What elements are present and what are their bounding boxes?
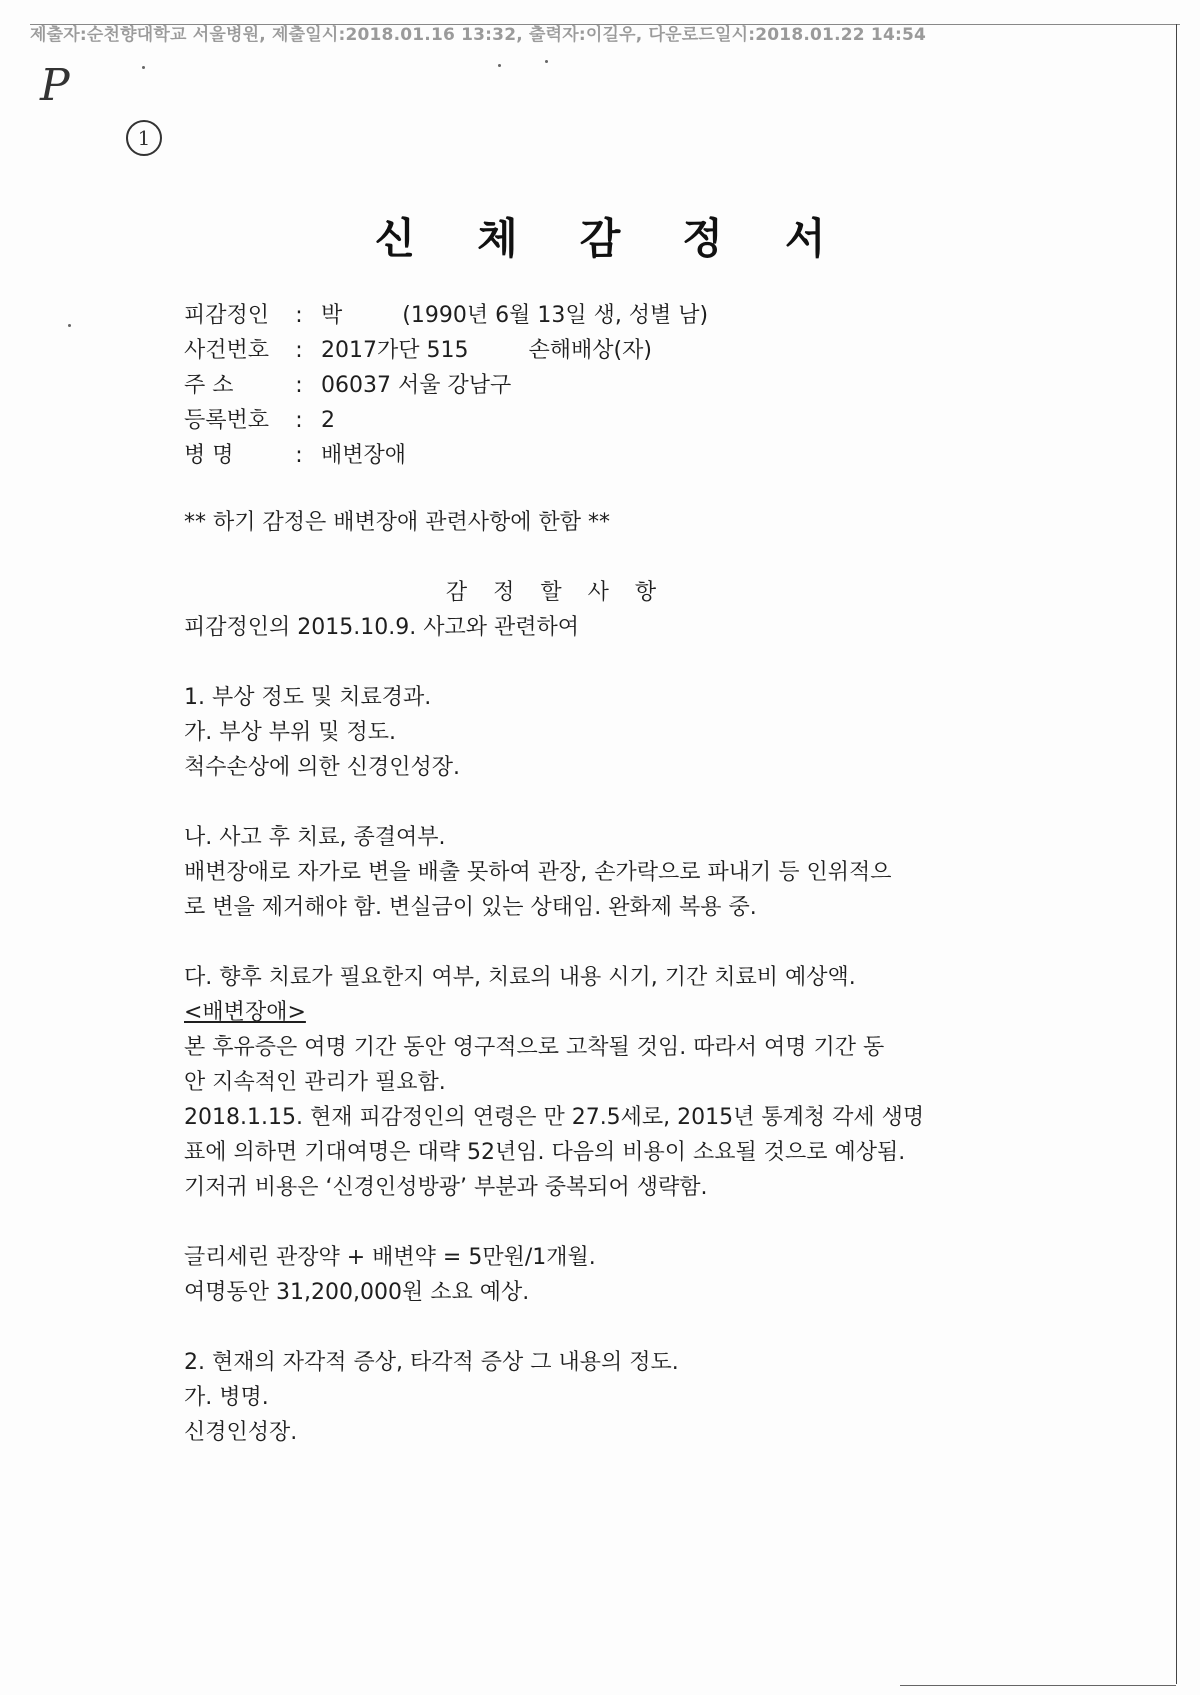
- section-1-title: 1. 부상 정도 및 치료경과.: [184, 685, 432, 710]
- intro-line: 피감정인의 2015.10.9. 사고와 관련하여: [184, 615, 579, 640]
- section-1c-text: 표에 의하면 기대여명은 대략 52년임. 다음의 비용이 소요될 것으로 예상됨.: [184, 1140, 906, 1165]
- report-body: [184, 505, 1014, 1450]
- info-colon: :: [295, 443, 303, 468]
- section-1c-title: 다. 향후 치료가 필요한지 여부, 치료의 내용 시기, 기간 치료비 예상액.: [184, 965, 856, 990]
- section-1c-text: 2018.1.15. 현재 피감정인의 연령은 만 27.5세로, 2015년 통계청 각세 생명: [184, 1105, 925, 1130]
- info-colon: :: [295, 338, 303, 363]
- info-row-diagnosis: [184, 438, 708, 473]
- info-extra: (1990년 6월 13일 생, 성별 남): [402, 303, 709, 328]
- right-border-line: [1176, 24, 1177, 1684]
- info-row-case-number: [184, 333, 708, 368]
- section-1a-title: 가. 부상 부위 및 정도.: [184, 720, 396, 745]
- scan-speck: [142, 66, 145, 69]
- document-title: 신체감정서: [374, 214, 888, 263]
- info-value: 2: [321, 408, 335, 433]
- info-value: 06037 서울 강남구: [321, 373, 512, 398]
- info-value: 배변장애: [321, 443, 407, 468]
- section-1c-text: 안 지속적인 관리가 필요함.: [184, 1070, 446, 1095]
- info-value: 2017가단 515: [321, 338, 469, 363]
- info-value: 박: [321, 303, 343, 328]
- info-row-registration: [184, 403, 708, 438]
- section-1c-text: 본 후유증은 여명 기간 동안 영구적으로 고착될 것임. 따라서 여명 기간 동: [184, 1035, 885, 1060]
- info-label: 병 명: [184, 443, 234, 468]
- section-2a-text: 신경인성장.: [184, 1420, 298, 1445]
- info-colon: :: [295, 408, 303, 433]
- section-1c-subheading: <배변장애>: [184, 1000, 306, 1025]
- scope-note: ** 하기 감정은 배변장애 관련사항에 한함 **: [184, 510, 610, 535]
- section-2-title: 2. 현재의 자각적 증상, 타각적 증상 그 내용의 정도.: [184, 1350, 679, 1375]
- section-1b-title: 나. 사고 후 치료, 종결여부.: [184, 825, 446, 850]
- scan-speck: [68, 324, 71, 327]
- bottom-border-line: [900, 1685, 1176, 1686]
- info-extra: 손해배상(자): [528, 338, 652, 363]
- print-header: 제출자:순천향대학교 서울병원, 제출일시:2018.01.16 13:32, 출력자:이길우, 다운로드일시:2018.01.22 14:54: [30, 25, 927, 45]
- info-label: 등록번호: [184, 408, 270, 433]
- section-1c-text: 기저귀 비용은 ‘신경인성방광’ 부분과 중복되어 생략함.: [184, 1175, 708, 1200]
- case-info-block: [184, 298, 708, 473]
- info-label: 사건번호: [184, 338, 270, 363]
- handwritten-mark: P: [40, 60, 70, 111]
- info-label: 주 소: [184, 373, 234, 398]
- section-1b-text: 배변장애로 자가로 변을 배출 못하여 관장, 손가락으로 파내기 등 인위적으: [184, 860, 892, 885]
- circled-number-mark: 1: [126, 120, 162, 156]
- section-1b-text: 로 변을 제거해야 함. 변실금이 있는 상태임. 완화제 복용 중.: [184, 895, 757, 920]
- info-label: 피감정인: [184, 303, 270, 328]
- section-heading: 감정할사항: [445, 580, 683, 605]
- info-row-address: [184, 368, 708, 403]
- section-2a-title: 가. 병명.: [184, 1385, 269, 1410]
- info-colon: :: [295, 303, 303, 328]
- info-colon: :: [295, 373, 303, 398]
- scan-speck: [545, 60, 548, 63]
- scan-speck: [498, 64, 501, 67]
- cost-total-line: 여명동안 31,200,000원 소요 예상.: [184, 1280, 530, 1305]
- cost-line: 글리세린 관장약 + 배변약 = 5만원/1개월.: [184, 1245, 596, 1270]
- info-row-examinee: [184, 298, 708, 333]
- section-1a-text: 척수손상에 의한 신경인성장.: [184, 755, 461, 780]
